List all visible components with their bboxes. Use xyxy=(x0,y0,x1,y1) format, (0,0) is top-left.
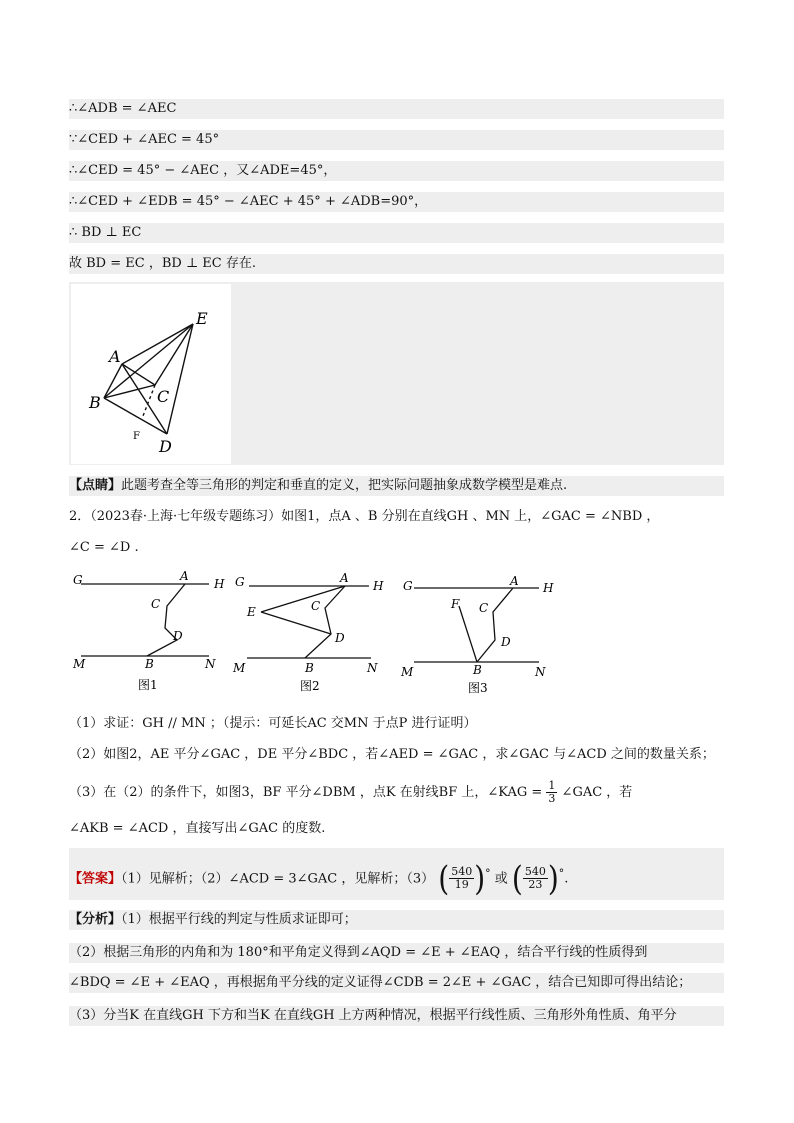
proof-line-6: 故 BD = EC ，BD ⊥ EC 存在. xyxy=(69,254,724,274)
answer-fraction-2: $\frac{540}{23}$ xyxy=(524,865,546,892)
answer-text: （1）见解析；（2）∠ACD = 3∠GAC ，见解析；（3） xyxy=(121,871,435,887)
question-3 xyxy=(69,780,724,806)
fig3-C: C xyxy=(479,601,489,615)
problem-line-1: 2．（2023春·上海·七年级专题练习）如图1，点A 、B 分别在直线GH 、MN 上，∠GAC = ∠NBD ， xyxy=(69,507,724,527)
fig2-H: H xyxy=(373,579,384,593)
label-E: E xyxy=(196,309,208,328)
fig2-C: C xyxy=(311,599,321,613)
answer-fraction-1: $\frac{540}{19}$ xyxy=(451,865,473,892)
fig3-caption: 图3 xyxy=(468,681,488,695)
question-2: （2）如图2，AE 平分∠GAC ，DE 平分∠BDC ，若∠AED = ∠GAC ，求∠GAC 与∠ACD 之间的数量关系； xyxy=(69,745,724,765)
triangle-figure xyxy=(71,284,231,464)
analysis-tag: 【分析】 xyxy=(69,912,122,927)
fig2-caption: 图2 xyxy=(300,679,320,693)
analysis-line-2: （2）根据三角形的内角和为 180°和平角定义得到∠AQD = ∠E + ∠EAQ ，结合平行线的性质得到 xyxy=(69,943,724,963)
fig1-caption: 图1 xyxy=(138,678,158,692)
label-C: C xyxy=(157,387,170,406)
question-3-part-b: ∠GAC ，若 xyxy=(561,785,633,800)
comment-line xyxy=(69,476,724,496)
analysis-line-1: 【分析】（1）根据平行线的判定与性质求证即可； xyxy=(69,910,724,930)
answer-or: 或 xyxy=(494,871,508,887)
label-D: D xyxy=(159,437,172,456)
fig1-G: G xyxy=(73,573,83,587)
fig3-G: G xyxy=(403,579,413,593)
proof-line-2: ∵∠CED + ∠AEC = 45° xyxy=(69,130,724,150)
fig1-B: B xyxy=(145,657,154,671)
label-A: A xyxy=(109,347,121,366)
proof-line-3: ∴∠CED = 45° − ∠AEC ，又∠ADE=45°， xyxy=(69,161,724,181)
analysis-line-3: ∠BDQ = ∠E + ∠EAQ ，再根据角平分线的定义证得∠CDB = 2∠E + ∠GAC ，结合已知即可得出结论； xyxy=(69,973,724,993)
fig1-C: C xyxy=(151,597,161,611)
fig1-A: A xyxy=(180,569,189,583)
fig3-N: N xyxy=(535,665,546,679)
fig2-B: B xyxy=(305,661,314,675)
question-3-line-2: ∠AKB = ∠ACD ，直接写出∠GAC 的度数. xyxy=(69,819,724,839)
answer-tag: 【答案】 xyxy=(69,871,122,887)
comment-text: 此题考查全等三角形的判定和垂直的定义，把实际问题抽象成数学模型是难点. xyxy=(121,478,568,493)
proof-line-1: ∴∠ADB = ∠AEC xyxy=(69,99,724,119)
figures-row xyxy=(69,568,569,698)
label-F: F xyxy=(133,431,140,442)
fig2-D: D xyxy=(335,631,345,645)
fig2-A: A xyxy=(340,571,349,585)
fig2-G: G xyxy=(235,575,245,589)
fig1-N: N xyxy=(205,657,216,671)
answer-line: 【答案】（1）见解析；（2）∠ACD = 3∠GAC ，见解析；（3） ( $\frac{540}{19}$ )° 或 ( $\frac{540}{23}$ )°. xyxy=(69,848,724,900)
analysis-line-4: （3）分当K 在直线GH 下方和当K 在直线GH 上方两种情况，根据平行线性质、三角形外角性质、角平分 xyxy=(69,1006,724,1026)
fig1-D: D xyxy=(173,629,183,643)
figure-1-container xyxy=(69,282,724,465)
question-3-fraction: $\frac{1}{3}$ xyxy=(548,779,556,805)
fig3-H: H xyxy=(543,581,554,595)
fig3-D: D xyxy=(501,635,511,649)
proof-line-4: ∴∠CED + ∠EDB = 45° − ∠AEC + 45° + ∠ADB=90°， xyxy=(69,192,724,212)
comment-tag: 【点睛】 xyxy=(69,478,122,493)
proof-line-5: ∴ BD ⊥ EC xyxy=(69,223,724,243)
fig3-B: B xyxy=(473,663,482,677)
fig2-M: M xyxy=(233,661,246,675)
fig3-A: A xyxy=(510,574,519,588)
fig2-N: N xyxy=(367,661,378,675)
fig1-M: M xyxy=(73,657,86,671)
fig1-H: H xyxy=(214,577,225,591)
fig2-E: E xyxy=(247,605,256,619)
question-3-part-a: （3）在（2）的条件下，如图3，BF 平分∠DBM ，点K 在射线BF 上，∠KAG = xyxy=(69,785,543,800)
question-1: （1）求证：GH // MN ；（提示：可延长AC 交MN 于点P 进行证明） xyxy=(69,714,724,734)
fig3-M: M xyxy=(401,665,414,679)
label-B: B xyxy=(89,393,101,412)
problem-line-2: ∠C = ∠D . xyxy=(69,538,724,558)
fig3-F: F xyxy=(451,597,460,611)
